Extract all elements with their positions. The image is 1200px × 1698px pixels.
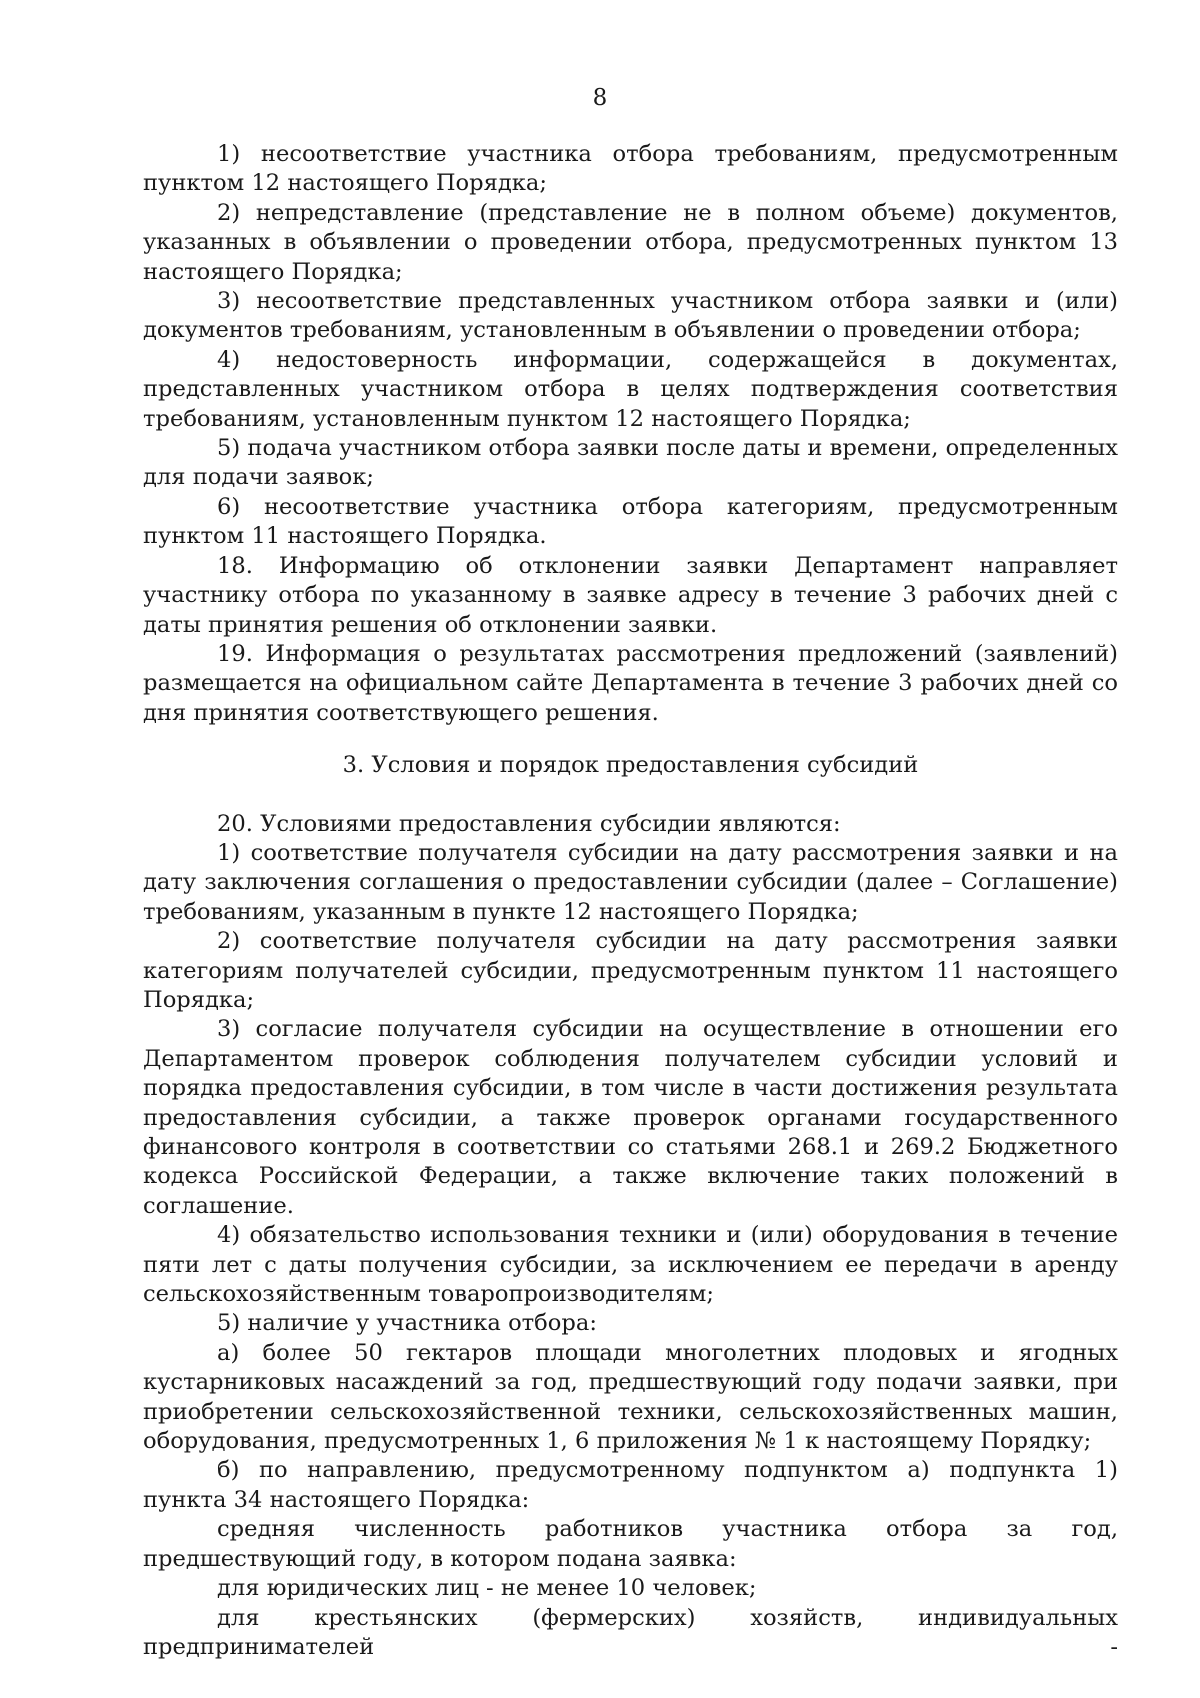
paragraph: 2) непредставление (представление не в полном объеме) документов, указанных в объявлении о проведении отбора, предусмотренных пунктом 13 настоящего Порядка; — [143, 199, 1118, 285]
document-body — [143, 140, 1118, 1662]
paragraph: 2) соответствие получателя субсидии на дату рассмотрения заявки категориям получателей субсидии, предусмотренным пунктом 11 настоящего Порядка; — [143, 928, 1118, 1013]
paragraph: б) по направлению, предусмотренному подпунктом а) подпункта 1) пункта 34 настоящего Порядка: — [143, 1457, 1118, 1513]
paragraph: 1) несоответствие участника отбора требованиям, предусмотренным пунктом 12 настоящего Порядка; — [143, 141, 1118, 197]
paragraph: 5) наличие у участника отбора: — [217, 1310, 597, 1337]
paragraph: 3) согласие получателя субсидии на осуществление в отношении его Департаментом проверок соблюдения получателем субсидии условий и порядка предоставления субсидии, в том числе в части достижения результата предоставления субсидии, а также проверок органами государственного финансового контроля в соответствии со статьями 268.1 и 269.2 Бюджетного кодекса Российской Федерации, а также включение таких положений в соглашение. — [143, 1016, 1118, 1219]
paragraph: 3) несоответствие представленных участником отбора заявки и (или) документов требованиям, установленным в объявлении о проведении отбора; — [143, 288, 1118, 344]
paragraph: для юридических лиц - не менее 10 человек; — [217, 1575, 757, 1602]
paragraph: для крестьянских (фермерских) хозяйств, индивидуальных предпринимателей - — [143, 1604, 1118, 1660]
paragraph: 1) соответствие получателя субсидии на дату рассмотрения заявки и на дату заключения соглашения о предоставлении субсидии (далее – Соглашение) требованиям, указанным в пункте 12 настоящего Порядка; — [143, 839, 1118, 925]
paragraph: 6) несоответствие участника отбора категориям, предусмотренным пунктом 11 настоящего Порядка. — [143, 493, 1118, 550]
page-number: 8 — [592, 85, 608, 111]
paragraph: а) более 50 гектаров площади многолетних плодовых и ягодных кустарниковых насаждений за год, предшествующий году подачи заявки, при приобретении сельскохозяйственной техники, сельскохозяйственных машин, оборудования, предусмотренных 1, 6 приложения № 1 к настоящему Порядку; — [143, 1339, 1118, 1455]
paragraph: 5) подача участником отбора заявки после даты и времени, определенных для подачи заявок; — [143, 435, 1118, 491]
paragraph: 4) обязательство использования техники и (или) оборудования в течение пяти лет с даты получения субсидии, за исключением ее передачи в аренду сельскохозяйственным товаропроизводителям; — [143, 1222, 1118, 1308]
paragraph: 20. Условиями предоставления субсидии являются: — [217, 810, 841, 837]
paragraph: 4) недостоверность информации, содержащейся в документах, представленных участником отбора в целях подтверждения соответствия требованиям, установленным пунктом 12 настоящего Порядка; — [143, 346, 1118, 432]
paragraph: 19. Информация о результатах рассмотрения предложений (заявлений) размещается на официальном сайте Департамента в течение 3 рабочих дней со дня принятия соответствующего решения. — [143, 640, 1118, 726]
section-heading: 3. Условия и порядок предоставления субсидий — [342, 752, 919, 779]
paragraph: 18. Информацию об отклонении заявки Департамент направляет участнику отбора по указанному в заявке адресу в течение 3 рабочих дней с даты принятия решения об отклонении заявки. — [143, 552, 1118, 638]
paragraph: средняя численность работников участника отбора за год, предшествующий году, в котором подана заявка: — [143, 1516, 1118, 1572]
